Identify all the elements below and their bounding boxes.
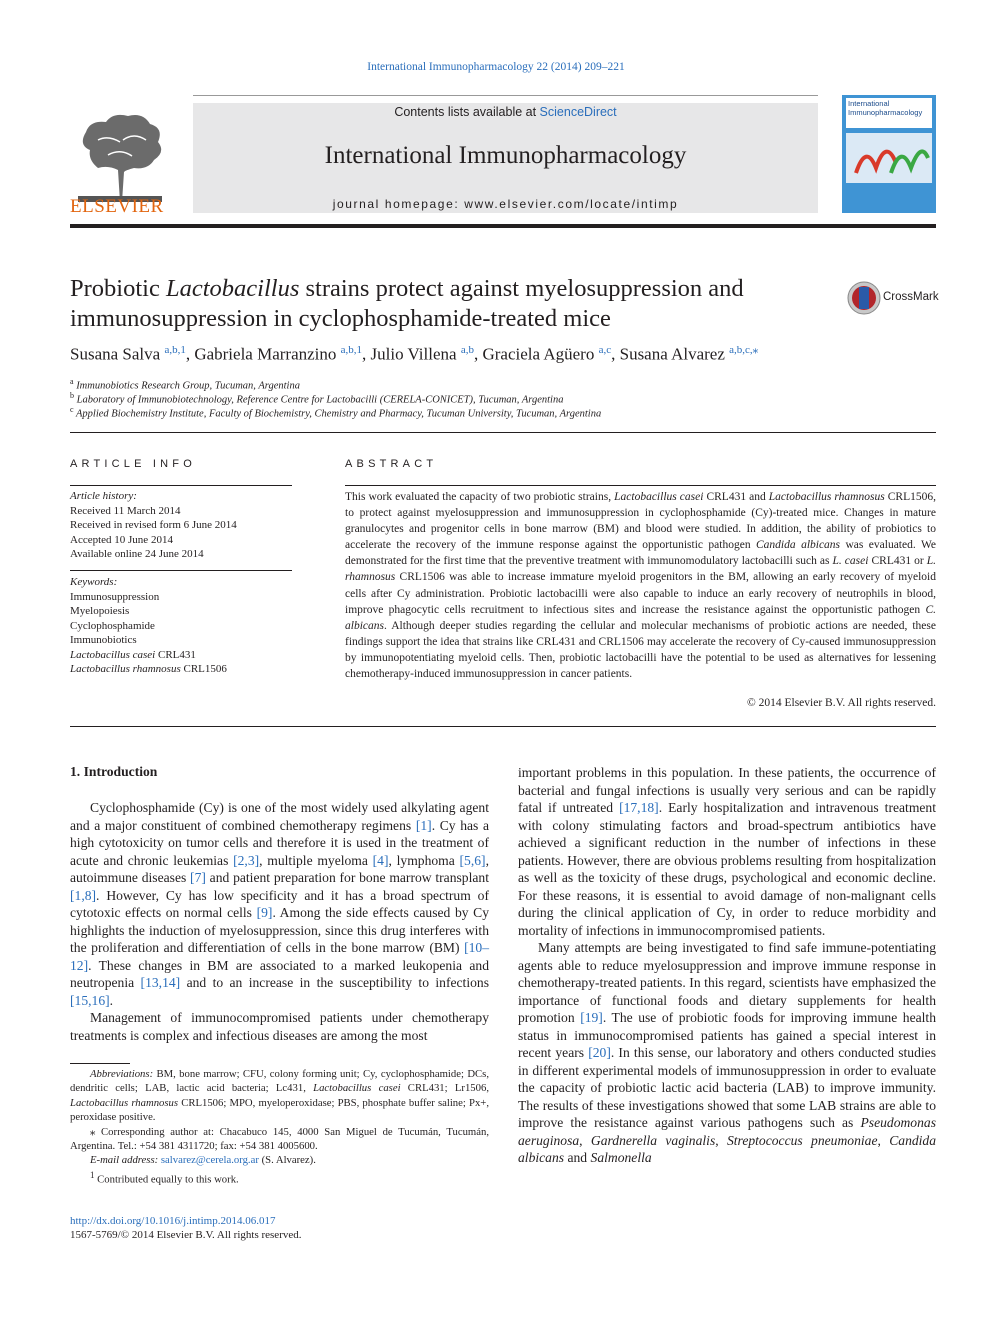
abs-i: L. rhamnosus xyxy=(345,555,937,584)
author[interactable]: Susana Salva xyxy=(70,344,165,364)
t: . Early hospitalization and intravenous treatment with colony stimulating factors and broad-spectrum antibiotics have achieved a significant reduction in the number of infections in these patients. However, there are obvious problems resulting from hospitalization as well as the toxicity of these drugs, psychological and economic decline. For these reasons, it is essential to avoid damage of non-malignant cells during the clinical application of Cy, in order to reduce morbidity and mortality of infections in immunocompromised patients. xyxy=(518,800,937,938)
reference-link[interactable]: [2,3] xyxy=(233,852,260,868)
t: Many attempts are being investigated to find safe immune-potentiating agents able to reduce myelosuppression and improve immune response in chemotherapy-treated patients. In this regard, scientists have emphasized the importance of functional foods and dietary supplements for health promotion xyxy=(518,940,936,1025)
author[interactable]: Julio Villena xyxy=(370,344,461,364)
t: BM, bone marrow; CFU, colony forming unit; Cy, cyclophosphamide; DCs, dendritic cells; LAB, lactic acid bacteria; Lc431, xyxy=(70,1068,489,1095)
left-column xyxy=(70,799,489,1044)
t: , xyxy=(579,1132,591,1148)
email-label: E-mail address: xyxy=(90,1154,159,1167)
title-text-1: Probiotic xyxy=(70,275,166,302)
t: , autoimmune diseases xyxy=(70,852,489,885)
abs-i: Lactobacillus rhamnosus xyxy=(768,491,885,503)
homepage-url[interactable]: www.elsevier.com/locate/intimp xyxy=(464,197,679,211)
cover-title-line2: Immunopharmacology xyxy=(848,108,923,117)
t: , xyxy=(877,1132,890,1148)
author-sup[interactable]: a,b xyxy=(460,344,474,356)
t: . In this sense, our laboratory and others conducted studies in different experimental models of immunosuppression in order to evaluate the capacity of probiotic lactic acid bacteria (LAB) to improve immunity. The results of these investigations showed that some LAB strains are able to improve the resistance against various pathogens such as xyxy=(518,1045,936,1130)
abs-t: CRL431 or xyxy=(868,555,927,568)
i: Pseudomonas aeruginosa xyxy=(518,1115,936,1148)
author[interactable]: Graciela Agüero xyxy=(482,344,599,364)
t: . Among the side effects caused by Cy highlights the induction of myelosuppression, since this drug interferes with the proliferation and differentiation of cells in the bone marrow (BM) xyxy=(70,905,489,955)
keyword: Immunobiotics xyxy=(70,634,137,646)
homepage-prefix: journal homepage: xyxy=(332,197,465,211)
abs-t: CRL1506 was able to increase immature myeloid progenitors in the BM, allowing an early recovery of myeloid cells after Cy administration. Probiotic lactobacilli were also capable to induce an early recovery of neutrophils in blood, improve phagocytic cells recruitment to infectious sites and increase the resistance against the opportunistic pathogen xyxy=(345,571,936,616)
title-italic: Lactobacillus xyxy=(165,275,300,302)
abs-t: was evaluated. We demonstrated for the first time that the preventive treatment with immunomodulatory lactobacilli such as xyxy=(345,539,936,568)
journal-homepage xyxy=(193,197,818,211)
abstract-text xyxy=(345,489,936,682)
t: . The use of probiotic foods for improving immune health status in immunocompromised patients has gained a special interest in recent years xyxy=(518,1010,936,1060)
t: (S. Alvarez). xyxy=(258,1154,316,1167)
keyword: Immunosuppression xyxy=(70,590,160,603)
journal-citation-link[interactable]: International Immunopharmacology 22 (2014) 209–221 xyxy=(367,61,625,73)
t: and xyxy=(564,1150,591,1165)
journal-cover-image xyxy=(842,95,936,213)
author[interactable]: Gabriela Marranzino xyxy=(194,344,341,364)
crossmark-label: CrossMark xyxy=(883,291,939,303)
affiliation-a xyxy=(70,377,300,392)
reference-link[interactable]: [13,14] xyxy=(140,975,181,990)
t: and to an increase in the susceptibility to infections xyxy=(180,975,489,990)
i: Gardnerella vaginalis xyxy=(590,1132,716,1148)
equal-contribution-footnote xyxy=(70,1168,489,1187)
keyword-italic: Lactobacillus rhamnosus xyxy=(70,663,181,675)
cover-title-line1: International xyxy=(848,99,890,108)
affiliation-key: b xyxy=(70,391,74,400)
affiliation-c xyxy=(70,405,601,420)
reference-link[interactable]: [7] xyxy=(190,870,206,885)
cover-molecule-graphic xyxy=(846,133,932,183)
reference-link[interactable]: [4] xyxy=(372,852,389,868)
keyword-rest: CRL431 xyxy=(155,648,196,661)
crossmark-icon xyxy=(847,281,881,315)
affiliation-b xyxy=(70,391,563,406)
abstract-rule xyxy=(345,485,936,486)
history-item: Accepted 10 June 2014 xyxy=(70,533,173,546)
footnote-rule xyxy=(70,1063,130,1064)
history-label: Article history: xyxy=(70,490,137,502)
reference-link[interactable]: [15,16] xyxy=(70,992,110,1008)
i: Lactobacillus casei xyxy=(313,1082,401,1095)
paragraph: Management of immunocompromised patients under chemotherapy treatments is complex and infectious diseases are among the most xyxy=(70,1010,489,1043)
abs-i: Lactobacillus casei xyxy=(614,491,704,503)
affiliation-key: c xyxy=(70,405,74,414)
t: Cyclophosphamide (Cy) is one of the most widely used alkylating agent and a major constituent of combined chemotherapy regimens xyxy=(70,800,489,833)
abs-t: This work evaluated the capacity of two probiotic strains, xyxy=(345,491,615,503)
corresponding-footnote xyxy=(70,1125,489,1154)
affiliation-text: Applied Biochemistry Institute, Faculty of Biochemistry, Chemistry and Pharmacy, Tucuman University, Tucuman, Argentina xyxy=(76,408,602,420)
abs-i: Candida albicans xyxy=(756,539,841,552)
paragraph xyxy=(518,939,936,1167)
reference-link[interactable]: [1] xyxy=(415,817,432,833)
i: Salmonella xyxy=(590,1150,652,1165)
t: CRL431; Lr1506, xyxy=(400,1082,489,1095)
article-info-heading: ARTICLE INFO xyxy=(70,458,196,470)
article-history xyxy=(70,489,292,562)
article-title xyxy=(70,274,830,334)
t: Corresponding author at: Chacabuco 145, 4000 San Miguel de Tucumán, Tucumán, Argentina. Tel.: +54 381 4311720; fax: +54 381 4005600. xyxy=(70,1125,489,1153)
issn-copyright: 1567-5769/© 2014 Elsevier B.V. All rights reserved. xyxy=(70,1229,302,1241)
abs-t: . Although deeper studies regarding the cellular and molecular mechanisms of probiotic actions are needed, these findings support the idea that strains like CRL431 and CRL1506 may accelerate the recovery of Cy-caused immunosuppression by immunopotentiating myeloid cells. Then, probiotic lactobacilli have the potential to be used as alternatives for lessening chemotherapy-induced immunosuppression in cancer patients. xyxy=(345,619,936,681)
abbreviations-footnote xyxy=(70,1067,489,1125)
abs-t: CRL431 and xyxy=(703,491,769,503)
contents-line xyxy=(193,105,818,119)
abs-i: C. albicans xyxy=(345,603,936,632)
affiliation-key: a xyxy=(70,377,74,386)
reference-link[interactable]: [17,18] xyxy=(619,800,659,815)
abs-i: L. casei xyxy=(832,555,869,568)
email-link[interactable]: salvarez@cerela.org.ar xyxy=(160,1154,259,1167)
keyword-rest: CRL1506 xyxy=(180,663,227,675)
history-item: Received 11 March 2014 xyxy=(70,504,181,517)
right-column xyxy=(518,764,936,1167)
footnotes xyxy=(70,1067,489,1187)
header-bottom-rule xyxy=(70,224,936,228)
title-text-2: strains protect against myelosuppression and immunosuppression in cyclophosphamide-treated mice xyxy=(70,275,744,332)
reference-link[interactable]: [19] xyxy=(580,1010,603,1025)
section-rule xyxy=(70,432,936,433)
email-footnote xyxy=(70,1153,489,1167)
reference-link[interactable]: [9] xyxy=(256,905,273,920)
crossmark-button[interactable] xyxy=(847,281,939,317)
author-sup[interactable]: a,b,1 xyxy=(340,344,363,356)
reference-link[interactable]: [20] xyxy=(588,1045,611,1060)
abstract-heading: ABSTRACT xyxy=(345,458,438,470)
keyword xyxy=(70,662,292,677)
keywords-label: Keywords: xyxy=(70,576,118,588)
t: and patient preparation for bone marrow transplant xyxy=(205,870,489,885)
t: Contributed equally to this work. xyxy=(97,1173,239,1186)
i: Streptococcus pneumoniae xyxy=(726,1132,878,1148)
footnote-mark: 1 xyxy=(90,1169,95,1180)
reference-link[interactable]: [1,8] xyxy=(70,887,97,903)
abbrev-label: Abbreviations: xyxy=(90,1068,154,1080)
sciencedirect-link[interactable]: ScienceDirect xyxy=(539,105,617,119)
i: Lactobacillus rhamnosus xyxy=(70,1096,179,1109)
abstract-copyright: © 2014 Elsevier B.V. All rights reserved. xyxy=(747,697,936,709)
t: , xyxy=(715,1132,727,1148)
affiliation-text: Immunobiotics Research Group, Tucuman, Argentina xyxy=(76,380,300,392)
affiliation-text: Laboratory of Immunobiotechnology, Reference Centre for Lactobacilli (CERELA-CONICET), Tucuman, Argentina xyxy=(76,394,564,406)
article-info-rule xyxy=(70,485,292,486)
i: Candida albicans xyxy=(518,1132,937,1165)
body-rule xyxy=(70,726,936,727)
author-sup[interactable]: a,b,c,⁎ xyxy=(729,344,759,356)
history-item: Available online 24 June 2014 xyxy=(70,548,204,560)
t: . xyxy=(109,992,114,1008)
paragraph xyxy=(70,799,489,1009)
keyword xyxy=(70,648,292,663)
elsevier-wordmark: ELSEVIER xyxy=(70,196,164,217)
t: . However, Cy has low specificity and it has a broad spectrum of cytotoxic effects on normal cells xyxy=(70,887,489,920)
history-item: Received in revised form 6 June 2014 xyxy=(70,519,237,531)
contents-prefix: Contents lists available at xyxy=(394,105,540,119)
reference-link[interactable]: [5,6] xyxy=(459,852,486,868)
t: CRL1506; MPO, myeloperoxidase; PBS, phosphate buffer saline; Px+, peroxidase positive. xyxy=(70,1096,489,1124)
journal-name: International Immunopharmacology xyxy=(324,142,687,169)
keyword-italic: Lactobacillus casei xyxy=(70,648,156,661)
corresponding-mark: ⁎ xyxy=(90,1125,96,1138)
t: , multiple myeloma xyxy=(259,852,373,868)
author-sup[interactable]: a,b,1 xyxy=(164,344,186,356)
header-rule xyxy=(193,95,818,96)
author-sup[interactable]: a,c xyxy=(598,344,612,356)
keyword: Cyclophosphamide xyxy=(70,619,155,632)
keywords-rule xyxy=(70,570,292,571)
keywords xyxy=(70,575,292,677)
abs-t: CRL1506, to protect against myelosuppression and immunosuppression in cyclophosphamide (Cy)-treated mice. Changes in mature granulocytes and progenitor cells in bone marrow (BM) and blood were studied. In addition, the ability of probiotics to accelerate the recovery of the immune response against the opportunistic pathogen xyxy=(345,491,936,552)
author[interactable]: Susana Alvarez xyxy=(619,344,730,364)
reference-link[interactable]: [10–12] xyxy=(70,940,489,973)
t: . Cy has a high cytotoxicity on tumor cells and therefore it is used in the treatment of acute and chronic leukemias xyxy=(70,817,489,868)
section-heading: 1. Introduction xyxy=(70,764,158,779)
t: important problems in this population. In these patients, the occurrence of bacterial and fungal infections is usually very serious and can be rapidly fatal if untreated xyxy=(518,765,936,815)
t: , lymphoma xyxy=(388,852,460,868)
keyword: Myelopoiesis xyxy=(70,605,130,617)
t: . These changes in BM are associated to a marked leukopenia and neutropenia xyxy=(70,957,489,990)
doi-link[interactable]: http://dx.doi.org/10.1016/j.intimp.2014.06.017 xyxy=(70,1215,276,1227)
paragraph xyxy=(518,764,936,939)
author-list: Susana Salva $^{a,b,1}$, Gabriela Marranzino $^{a,b,1}$, Julio Villena $^{a,b}$, Graciela Agüero $^{a,c}$, Susana Alvarez $^{a,b,c,⁎}$ xyxy=(70,344,759,364)
